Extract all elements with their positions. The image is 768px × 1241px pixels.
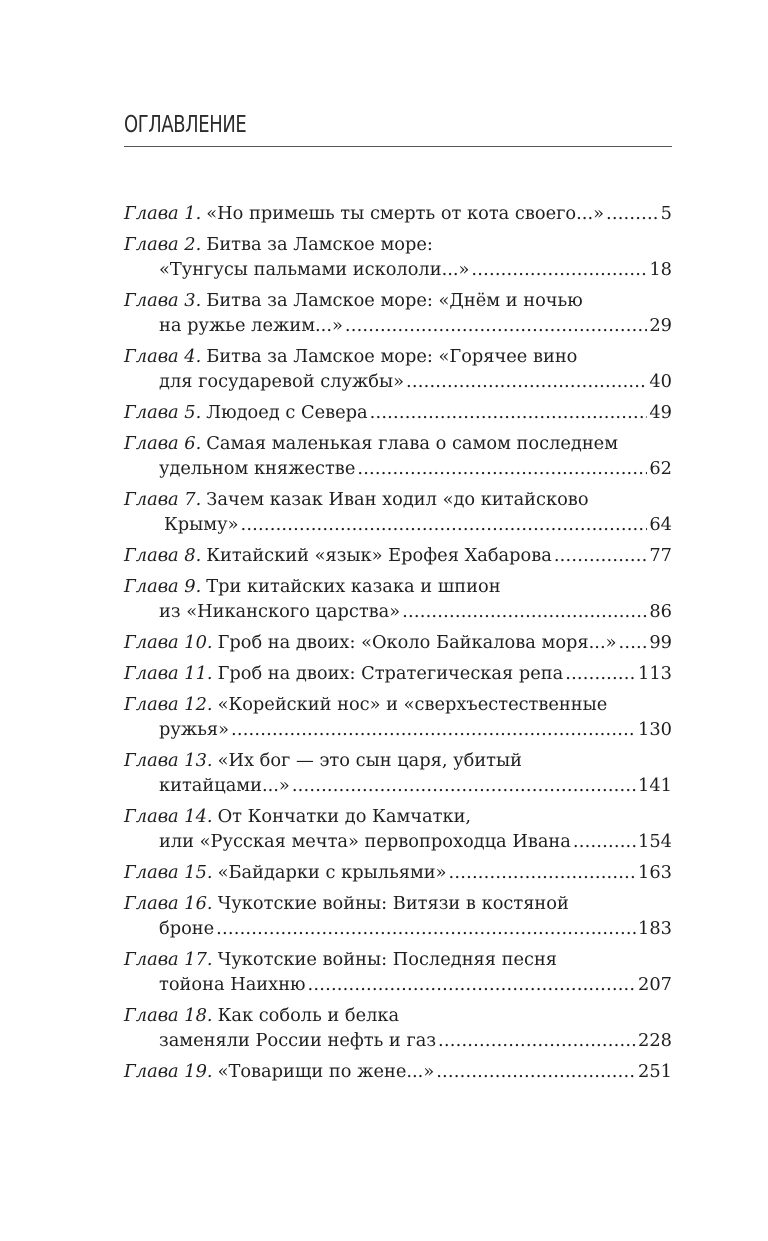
dot-leader xyxy=(357,456,647,481)
page-number: 86 xyxy=(649,601,672,622)
toc-entry-line xyxy=(124,288,672,313)
chapter-title: Три китайских казака и шпион xyxy=(206,576,501,597)
dot-leader xyxy=(402,599,647,624)
chapter-label: Глава 2. xyxy=(124,234,202,255)
chapter-title: китайцами...» xyxy=(159,775,290,796)
toc-entry-line xyxy=(124,972,672,997)
chapter-label: Глава 5. xyxy=(124,402,202,423)
toc-entry-line xyxy=(124,369,672,394)
toc-entry-line xyxy=(124,804,672,829)
chapter-label: Глава 7. xyxy=(124,489,202,510)
toc-entry[interactable] xyxy=(124,487,672,537)
dot-leader xyxy=(573,829,636,854)
toc-entry-line xyxy=(124,1028,672,1053)
chapter-label: Глава 18. xyxy=(124,1005,213,1026)
page-number: 163 xyxy=(638,862,672,883)
page-number: 154 xyxy=(638,831,672,852)
page-number: 5 xyxy=(660,203,672,224)
toc-entry-line xyxy=(124,201,672,226)
toc-entry-line xyxy=(124,717,672,742)
dot-leader xyxy=(554,543,648,568)
chapter-title: Битва за Ламское море: xyxy=(206,234,433,255)
chapter-title: «Тунгусы пальмами искололи...» xyxy=(159,259,470,280)
page-number: 64 xyxy=(649,514,672,535)
chapter-title: Чукотские войны: Последняя песня xyxy=(217,949,558,970)
chapter-label: Глава 3. xyxy=(124,290,202,311)
chapter-title: тойона Наихню xyxy=(159,974,306,995)
toc-entry[interactable] xyxy=(124,344,672,394)
chapter-title: удельном княжестве xyxy=(159,458,356,479)
chapter-label: Глава 16. xyxy=(124,893,213,914)
chapter-title: Гроб на двоих: Стратегическая репа xyxy=(217,663,564,684)
chapter-label: Глава 15. xyxy=(124,862,213,883)
dot-leader xyxy=(436,1059,636,1084)
dot-leader xyxy=(231,717,636,742)
chapter-title: «Байдарки с крыльями» xyxy=(217,862,447,883)
toc-entry-line xyxy=(124,1059,672,1084)
toc-entry-line xyxy=(124,574,672,599)
chapter-title: «Корейский нос» и «сверхъестественные xyxy=(217,694,608,715)
chapter-label: Глава 19. xyxy=(124,1061,213,1082)
chapter-title: Самая маленькая глава о самом последнем xyxy=(206,433,619,454)
toc-entry-line xyxy=(124,630,672,655)
toc-entry-line xyxy=(124,860,672,885)
table-of-contents xyxy=(124,201,672,1090)
page-number: 77 xyxy=(649,545,672,566)
chapter-title: или «Русская мечта» первопроходца Ивана xyxy=(159,831,571,852)
chapter-label: Глава 8. xyxy=(124,545,202,566)
dot-leader xyxy=(449,860,637,885)
chapter-label: Глава 1. xyxy=(124,203,202,224)
toc-entry-line xyxy=(124,916,672,941)
page-number: 29 xyxy=(649,315,672,336)
toc-entry-line xyxy=(124,487,672,512)
chapter-title: «Их бог — это сын царя, убитый xyxy=(217,750,523,771)
chapter-title: Зачем казак Иван ходил «до китайсково xyxy=(206,489,589,510)
chapter-title: заменяли России нефть и газ xyxy=(159,1030,437,1051)
toc-entry-line xyxy=(124,599,672,624)
chapter-label: Глава 4. xyxy=(124,346,202,367)
toc-entry[interactable] xyxy=(124,400,672,425)
toc-entry-line xyxy=(124,748,672,773)
page-number: 228 xyxy=(638,1030,672,1051)
chapter-label: Глава 10. xyxy=(124,632,213,653)
page-title: ОГЛАВЛЕНИЕ xyxy=(124,112,247,138)
dot-leader xyxy=(438,1028,636,1053)
chapter-title: Битва за Ламское море: «Днём и ночью xyxy=(206,290,583,311)
dot-leader xyxy=(618,630,647,655)
chapter-label: Глава 13. xyxy=(124,750,213,771)
toc-entry-line xyxy=(124,456,672,481)
chapter-title: «Товарищи по жене...» xyxy=(217,1061,435,1082)
toc-entry[interactable] xyxy=(124,692,672,742)
dot-leader xyxy=(370,400,648,425)
toc-entry-line xyxy=(124,661,672,686)
toc-entry[interactable] xyxy=(124,232,672,282)
toc-entry-line xyxy=(124,1003,672,1028)
chapter-title: Битва за Ламское море: «Горячее вино xyxy=(206,346,578,367)
chapter-title: От Кончатки до Камчатки, xyxy=(217,806,472,827)
page-number: 130 xyxy=(638,719,672,740)
page-number: 113 xyxy=(638,663,672,684)
chapter-title: из «Никанского царства» xyxy=(159,601,401,622)
page-number: 40 xyxy=(649,371,672,392)
chapter-title: Китайский «язык» Ерофея Хабарова xyxy=(206,545,552,566)
dot-leader xyxy=(308,972,637,997)
toc-entry[interactable] xyxy=(124,661,672,686)
dot-leader xyxy=(216,916,636,941)
toc-entry[interactable] xyxy=(124,201,672,226)
chapter-title: для государевой службы» xyxy=(159,371,405,392)
dot-leader xyxy=(345,313,648,338)
dot-leader xyxy=(606,201,659,226)
title-rule xyxy=(124,146,672,147)
page-number: 49 xyxy=(649,402,672,423)
toc-entry[interactable] xyxy=(124,1059,672,1084)
page-number: 251 xyxy=(638,1061,672,1082)
chapter-label: Глава 6. xyxy=(124,433,202,454)
chapter-title: Гроб на двоих: «Около Байкалова моря...» xyxy=(217,632,617,653)
chapter-title: Людоед с Севера xyxy=(206,402,368,423)
dot-leader xyxy=(240,512,647,537)
toc-entry[interactable] xyxy=(124,804,672,854)
toc-entry[interactable] xyxy=(124,288,672,338)
chapter-title: броне xyxy=(159,918,215,939)
toc-entry-line xyxy=(124,947,672,972)
toc-entry-line xyxy=(124,232,672,257)
chapter-title: «Но примешь ты смерть от кота своего...» xyxy=(206,203,604,224)
dot-leader xyxy=(565,661,636,686)
page-number: 141 xyxy=(638,775,672,796)
toc-entry-line xyxy=(124,257,672,282)
toc-entry[interactable] xyxy=(124,891,672,941)
dot-leader xyxy=(471,257,647,282)
toc-entry[interactable] xyxy=(124,947,672,997)
page-number: 207 xyxy=(638,974,672,995)
dot-leader xyxy=(406,369,647,394)
chapter-label: Глава 9. xyxy=(124,576,202,597)
toc-entry[interactable] xyxy=(124,860,672,885)
toc-entry-line xyxy=(124,512,672,537)
page-number: 99 xyxy=(649,632,672,653)
toc-entry-line xyxy=(124,543,672,568)
toc-entry[interactable] xyxy=(124,543,672,568)
page-number: 183 xyxy=(638,918,672,939)
toc-entry[interactable] xyxy=(124,574,672,624)
toc-entry-line xyxy=(124,829,672,854)
toc-entry[interactable] xyxy=(124,1003,672,1053)
toc-entry-line xyxy=(124,431,672,456)
toc-entry[interactable] xyxy=(124,431,672,481)
chapter-label: Глава 11. xyxy=(124,663,213,684)
chapter-label: Глава 17. xyxy=(124,949,213,970)
chapter-title: на ружье лежим...» xyxy=(159,315,343,336)
toc-entry-line xyxy=(124,400,672,425)
toc-entry-line xyxy=(124,891,672,916)
chapter-title: Крыму» xyxy=(164,514,239,535)
toc-entry-line xyxy=(124,692,672,717)
page-number: 62 xyxy=(649,458,672,479)
dot-leader xyxy=(292,773,636,798)
toc-entry-line xyxy=(124,773,672,798)
chapter-title: Чукотские войны: Витязи в костяной xyxy=(217,893,569,914)
toc-entry-line xyxy=(124,344,672,369)
page-number: 18 xyxy=(649,259,672,280)
chapter-title: Как соболь и белка xyxy=(217,1005,400,1026)
toc-entry[interactable] xyxy=(124,748,672,798)
toc-entry[interactable] xyxy=(124,630,672,655)
chapter-title: ружья» xyxy=(159,719,229,740)
toc-entry-line xyxy=(124,313,672,338)
chapter-label: Глава 12. xyxy=(124,694,213,715)
chapter-label: Глава 14. xyxy=(124,806,213,827)
